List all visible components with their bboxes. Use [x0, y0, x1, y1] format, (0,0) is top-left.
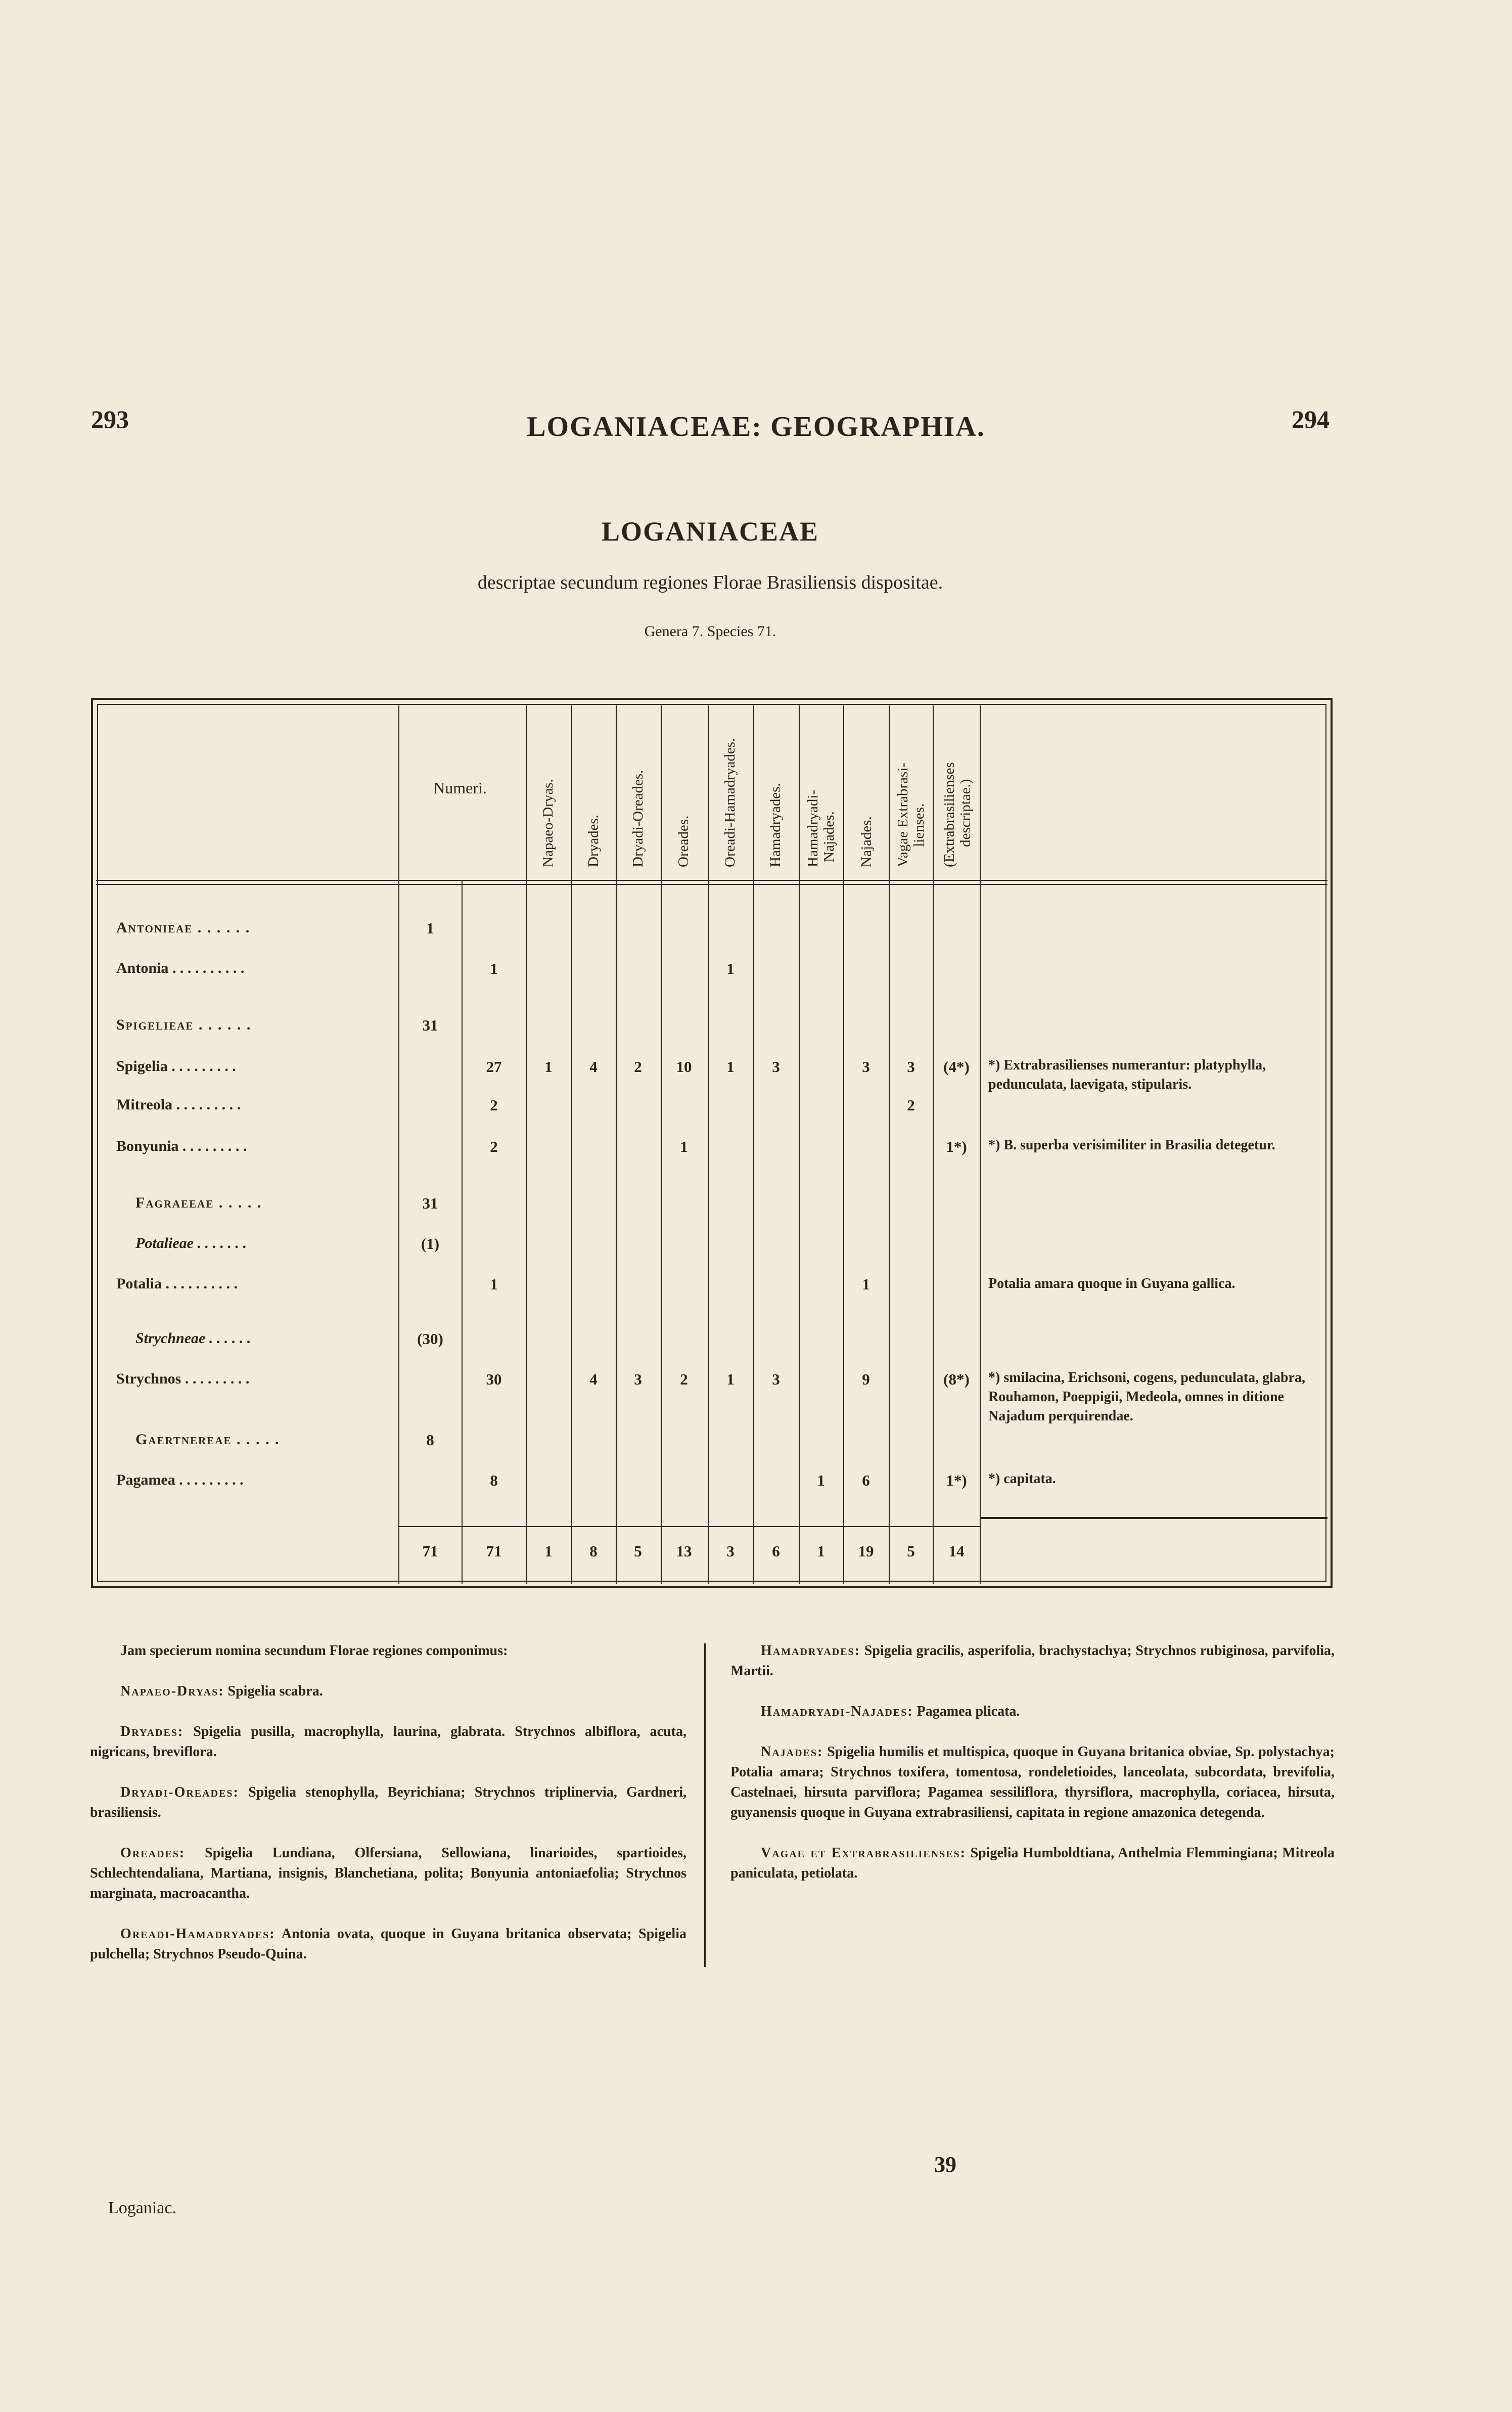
row-label-tribe: Antonieae . . . . . . [116, 919, 251, 936]
table-cell: 2 [490, 1138, 498, 1155]
genera-line: Genera 7. Species 71. [644, 623, 776, 640]
total-cell: 3 [726, 1542, 735, 1560]
region-paragraph: Oreadi-Hamadryades: Antonia ovata, quoque in Guyana britanica observata; Spigelia pulchella; Strychnos Pseudo-Quina. [90, 1926, 686, 1962]
row-label-tribe: Spigelieae . . . . . . [116, 1016, 252, 1033]
table-divider [933, 705, 934, 1584]
table-divider [799, 705, 800, 1584]
table-cell: 8 [426, 1431, 434, 1449]
page-number-left: 293 [91, 405, 129, 433]
table-cell: (4*) [943, 1058, 970, 1076]
totals-rule [980, 1517, 1327, 1519]
table-cell: 2 [490, 1096, 498, 1114]
region-paragraph: Napaeo-Dryas: Spigelia scabra. [120, 1683, 323, 1699]
column-header: Hamadryadi- Najades. [805, 790, 837, 867]
region-paragraph: Najades: Spigelia humilis et multispica, quoque in Guyana britanica obviae, Sp. polystachya; Potalia amara; Strychnos toxifera, tomentosa, rondeletioides, lanceolata, subcordata, brevifolia, Castelnaei, hirsuta parviflora; Pagamea sessiliflora, thyrsiflora, macrophylla, coriacea, hirsuta, guyanensis quoque in Guyana extrabrasiliensi, capitata in regione amazonica detegenda. [730, 1744, 1335, 1820]
table-note: Potalia amara quoque in Guyana gallica. [988, 1276, 1235, 1291]
region-paragraph: Dryadi-Oreades: Spigelia stenophylla, Beyrichiana; Strychnos triplinervia, Gardneri, brasiliensis. [90, 1784, 687, 1820]
row-label-genus: Antonia . . . . . . . . . . [116, 960, 245, 976]
table-cell: (1) [421, 1235, 440, 1253]
table-cell: 2 [907, 1096, 915, 1114]
row-label-tribe: Gaertnereae . . . . . [135, 1431, 280, 1448]
table-cell: 1 [862, 1275, 870, 1293]
folio-number: 39 [934, 2152, 956, 2177]
table-cell: 1 [817, 1471, 825, 1489]
region-paragraph: Oreades: Spigelia Lundiana, Olfersiana, Sellowiana, linarioides, spartioides, Schlechtendaliana, Martiana, insignis, Blanchetiana, polita; Bonyunia antoniaefolia; Strychnos marginata, macroacantha. [90, 1845, 687, 1901]
table-cell: 10 [676, 1058, 692, 1076]
column-divider [704, 1643, 706, 1967]
column-header: Dryades. [585, 815, 602, 867]
total-cell: 13 [676, 1542, 692, 1560]
row-label-genus: Strychnos . . . . . . . . . [116, 1370, 250, 1387]
table-cell: 1 [726, 1058, 735, 1076]
total-cell: 71 [486, 1542, 502, 1560]
total-cell: 1 [817, 1542, 825, 1560]
page-number-right: 294 [1292, 405, 1330, 433]
intro-paragraph: Jam specierum nomina secundum Florae regiones componimus: [120, 1643, 508, 1659]
region-paragraph: Hamadryades: Spigelia gracilis, asperifolia, brachystachya; Strychnos rubiginosa, parvifolia, Martii. [730, 1643, 1335, 1679]
table-cell: 2 [680, 1370, 688, 1388]
page-subtitle: descriptae secundum regiones Florae Brasiliensis dispositae. [477, 572, 943, 593]
row-label-tribe: Fagraeeae . . . . . [135, 1194, 262, 1211]
table-cell: 1*) [946, 1138, 967, 1155]
region-paragraph: Dryades: Spigelia pusilla, macrophylla, laurina, glabrata. Strychnos albiflora, acuta, nigricans, breviflora. [90, 1724, 686, 1760]
row-label-subtribe: Potalieae . . . . . . . [135, 1235, 247, 1252]
text-column-right [730, 1641, 1335, 1904]
region-paragraph: Hamadryadi-Najades: Pagamea plicata. [761, 1704, 1020, 1719]
table-note: *) smilacina, Erichsoni, cogens, pedunculata, glabra, Rouhamon, Poeppigii, Medeola, omnes in ditione Najadum perquirendae. [988, 1370, 1305, 1424]
table-cell: 1 [490, 960, 498, 977]
table-cell: 3 [634, 1370, 642, 1388]
table-cell: 9 [862, 1370, 870, 1388]
table-cell: 31 [422, 1016, 438, 1034]
totals-rule [398, 1526, 980, 1527]
row-label-genus: Mitreola . . . . . . . . . [116, 1096, 241, 1113]
column-header: Vagae Extrabrasi- lienses. [895, 763, 927, 867]
column-header: Dryadi-Oreades. [630, 770, 646, 867]
table-cell: 6 [862, 1471, 870, 1489]
table-cell: (8*) [943, 1370, 970, 1388]
region-paragraph: Vagae et Extrabrasilienses: Spigelia Humboldtiana, Anthelmia Flemmingiana; Mitreola paniculata, petiolata. [730, 1845, 1335, 1881]
table-cell: 1*) [946, 1471, 967, 1489]
table-cell: 1 [726, 960, 735, 977]
header-rule [96, 880, 1327, 881]
table-divider [753, 705, 754, 1584]
table-divider [708, 705, 709, 1584]
table-divider [571, 705, 572, 1584]
table-divider [616, 705, 617, 1584]
table-cell: 27 [486, 1058, 502, 1076]
table-cell: 3 [772, 1370, 780, 1388]
total-cell: 71 [422, 1542, 438, 1560]
header-rule [96, 884, 1327, 885]
table-note: *) Extrabrasilienses numerantur: platyphylla, pedunculata, laevigata, stipularis. [988, 1057, 1266, 1092]
page-title: LOGANIACEAE [601, 516, 819, 547]
row-label-subtribe: Strychneae . . . . . . [135, 1330, 251, 1347]
row-label-genus: Bonyunia . . . . . . . . . [116, 1138, 247, 1154]
total-cell: 14 [948, 1542, 965, 1560]
row-label-genus: Spigelia . . . . . . . . . [116, 1058, 236, 1075]
total-cell: 5 [907, 1542, 915, 1560]
table-divider [526, 705, 527, 1584]
table-cell: (30) [417, 1330, 443, 1348]
table-cell: 1 [726, 1370, 735, 1388]
row-label-genus: Potalia . . . . . . . . . . [116, 1275, 238, 1292]
column-header: Oreades. [675, 815, 692, 867]
table-cell: 2 [634, 1058, 642, 1076]
table-divider [843, 705, 844, 1584]
table-divider [462, 880, 463, 1584]
running-title: LOGANIACEAE: GEOGRAPHIA. [527, 411, 985, 442]
table-cell: 1 [544, 1058, 553, 1076]
table-divider [661, 705, 662, 1584]
table-cell: 1 [426, 919, 434, 937]
table-cell: 4 [589, 1058, 598, 1076]
table-divider [980, 705, 981, 1584]
table-cell: 8 [490, 1471, 498, 1489]
column-header-numeri: Numeri. [433, 779, 487, 797]
total-cell: 8 [589, 1542, 598, 1560]
table-cell: 1 [680, 1138, 688, 1155]
table-cell: 30 [486, 1370, 502, 1388]
column-header: (Extrabrasilienses descriptae.) [941, 762, 974, 867]
text-column-left [90, 1641, 686, 1985]
table-divider [398, 705, 399, 1584]
table-cell: 3 [862, 1058, 870, 1076]
table-note: *) B. superba verisimiliter in Brasilia detegetur. [988, 1137, 1275, 1153]
column-header: Najades. [858, 816, 875, 867]
total-cell: 1 [544, 1542, 553, 1560]
column-header: Napaeo-Dryas. [540, 779, 556, 867]
signature-mark: Loganiac. [108, 2199, 176, 2217]
total-cell: 6 [772, 1542, 780, 1560]
table-cell: 1 [490, 1275, 498, 1293]
row-label-genus: Pagamea . . . . . . . . . [116, 1471, 244, 1488]
column-header: Oreadi-Hamadryades. [722, 738, 738, 867]
table-cell: 3 [907, 1058, 915, 1076]
total-cell: 19 [858, 1542, 874, 1560]
table-cell: 4 [589, 1370, 598, 1388]
table-cell: 3 [772, 1058, 780, 1076]
table-cell: 31 [422, 1194, 438, 1212]
column-header: Hamadryades. [767, 783, 784, 867]
table-note: *) capitata. [988, 1471, 1056, 1487]
table-divider [889, 705, 890, 1584]
total-cell: 5 [634, 1542, 642, 1560]
